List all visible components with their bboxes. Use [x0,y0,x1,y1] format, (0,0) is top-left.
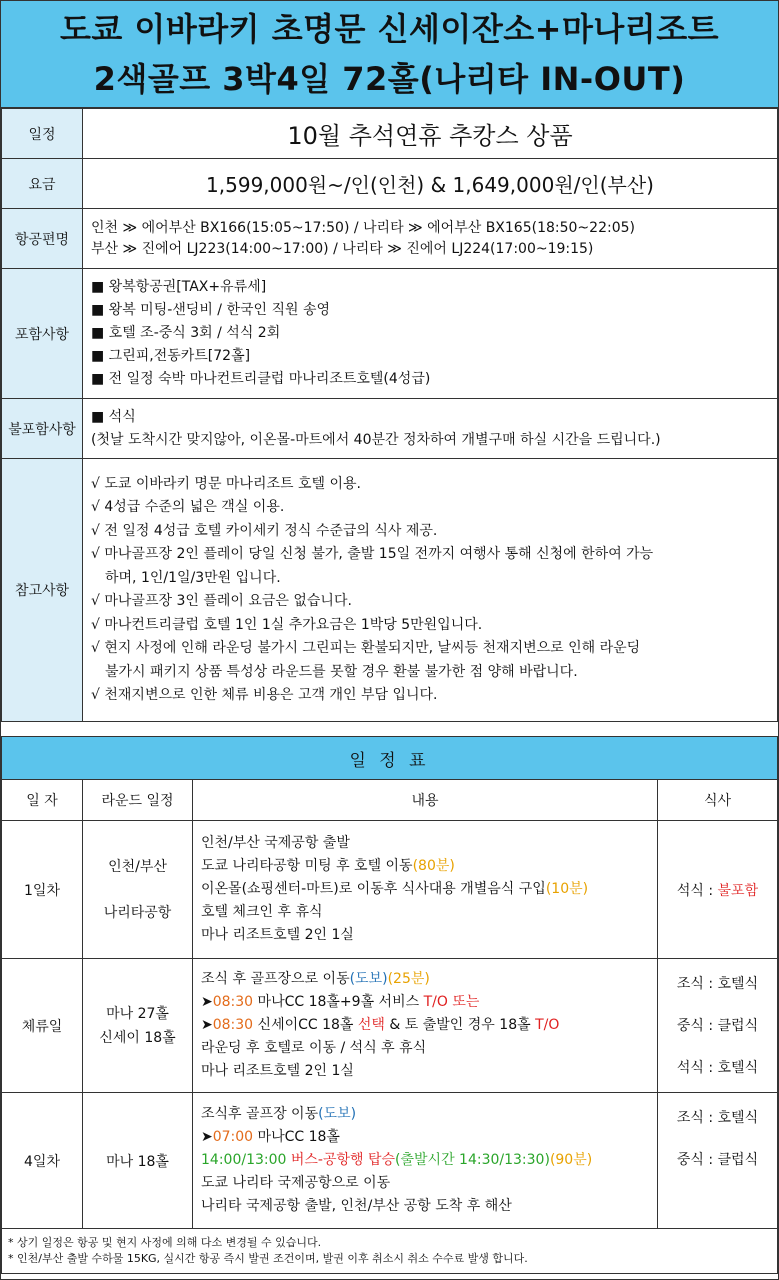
day1-label: 1일차 [2,821,83,959]
meal-item: 중식 : 클럽식 [676,1017,759,1034]
flight-label: 항공편명 [2,209,83,269]
schedule-label: 일정 [2,109,83,159]
included-item: ■ 호텔 조-중식 3회 / 석식 2회 [91,325,281,341]
departure-time: (출발시간 14:30/13:30) [395,1152,550,1168]
day4-meal [657,1093,777,1229]
duration-tag: (80분) [412,858,455,874]
stay-line [201,968,649,991]
note-line: √ 전 일정 4성급 호텔 카이세키 정식 수준급의 식사 제공. [91,522,438,539]
arrow-icon: ➤ [201,1017,213,1033]
tee-time: 08:30 [212,994,254,1010]
excluded-label: 불포함사항 [2,399,83,459]
duration-tag: (10분) [545,881,589,897]
included-item: ■ 왕복 미팅-샌딩비 / 한국인 직원 송영 [91,302,331,318]
stay-text: 신세이CC 18홀 [253,1017,358,1033]
note-line: √ 마나골프장 2인 플레이 당일 신청 불가, 출발 15일 전까지 여행사 통해 신청에 한하여 가능 [91,546,654,562]
stay-line: 라운딩 후 호텔로 이동 / 석식 후 휴식 [201,1040,427,1056]
day1-content [193,821,658,959]
price-label: 요금 [2,159,83,209]
excluded-item: ■ 석식 [91,408,136,425]
stay-text: 조식 후 골프장으로 이동 [201,971,350,987]
note-line: √ 4성급 수준의 넓은 객실 이용. [91,499,285,515]
stay-round-line: 마나 27홀 [106,1005,169,1022]
day4-round: 마나 18홀 [83,1093,193,1229]
stay-line [201,1014,649,1037]
stay-meal [657,959,777,1093]
included-item: ■ 전 일정 숙박 마나컨트리클럽 마나리조트호텔(4성급) [91,371,431,387]
bus-boarding: 버스-공항행 탑승 [286,1152,396,1168]
walk-tag: (도보) [318,1106,357,1122]
day4-line [201,1126,649,1149]
table-row-day4 [2,1093,778,1229]
excluded-value [83,399,778,459]
day1-line [201,855,649,878]
stay-line: 마나 리조트호텔 2인 1실 [201,1063,354,1079]
day1-text: 이온몰(쇼핑센터-마트)로 이동후 식사대용 개별음식 구입 [201,881,546,897]
footer-notes [2,1229,778,1274]
day4-line [201,1103,649,1126]
stay-line [201,991,649,1014]
arrow-icon: ➤ [201,1129,213,1145]
day4-text: 마나CC 18홀 [253,1129,340,1145]
stay-content [193,959,658,1093]
price-value: 1,599,000원~/인(인천) & 1,649,000원/인(부산) [83,159,778,209]
column-header-meal: 식사 [657,780,777,821]
day1-round-line: 인천/부산 [108,858,167,875]
day1-line: 호텔 체크인 후 휴식 [201,904,323,920]
meal-not-included: 불포함 [717,882,759,899]
meal-item: 석식 : 호텔식 [676,1059,759,1076]
flight-value [83,209,778,269]
note-line: 하며, 1인/1일/3만원 입니다. [105,569,281,586]
schedule-value: 10월 추석연휴 추캉스 상품 [83,109,778,159]
day4-label: 4일차 [2,1093,83,1229]
title-line-1: 도쿄 이바라키 초명문 신세이잔소+마나리조트 [59,10,720,48]
schedule-table [1,736,778,1274]
note-line: √ 마나컨트리클럽 호텔 1인 1실 추가요금은 1박당 5만원입니다. [91,616,483,633]
included-label: 포함사항 [2,269,83,399]
meal-item: 조식 : 호텔식 [676,975,759,992]
column-header-day: 일 자 [2,780,83,821]
notes-label: 참고사항 [2,459,83,722]
stay-round [83,959,193,1093]
stay-label: 체류일 [2,959,83,1093]
walk-tag: (도보) [349,971,388,987]
stay-round-line: 신세이 18홀 [99,1029,176,1046]
day1-text: 도쿄 나리타공항 미팅 후 호텔 이동 [201,858,413,874]
day4-line: 나리타 국제공항 출발, 인천/부산 공항 도착 후 해산 [201,1198,512,1214]
notes-value [83,459,778,722]
day1-round-line: 나리타공항 [103,904,172,921]
day4-text: 조식후 골프장 이동 [201,1106,319,1122]
note-line: 불가시 패키지 상품 특성상 라운드를 못할 경우 환불 불가한 점 양해 바랍니다. [105,663,578,680]
table-row-stay [2,959,778,1093]
column-header-round: 라운드 일정 [83,780,193,821]
included-item: ■ 왕복항공권[TAX+유류세] [91,279,267,295]
meal-item: 조식 : 호텔식 [676,1110,759,1126]
note-line: √ 현지 사정에 인해 라운딩 불가시 그린피는 환불되지만, 날씨등 천재지변으로 인해 라운딩 [91,640,641,656]
tee-time: 08:30 [212,1017,254,1033]
note-line: √ 도쿄 이바라키 명문 마나리조트 호텔 이용. [91,475,361,492]
flight-line: 인천 ≫ 에어부산 BX166(15:05~17:50) / 나리타 ≫ 에어부산 BX165(18:50~22:05) [91,219,635,236]
day1-round [83,821,193,959]
tee-off-note: T/O [535,1017,560,1033]
tee-time: 07:00 [212,1129,254,1145]
day1-line: 인천/부산 국제공항 출발 [201,835,350,851]
day1-line [201,878,649,901]
note-line: √ 천재지변으로 인한 체류 비용은 고객 개인 부담 입니다. [91,687,438,703]
stay-text: 마나CC 18홀+9홀 서비스 [253,994,424,1010]
schedule-column-headers [2,780,778,821]
day4-line [201,1149,649,1172]
schedule-header: 일 정 표 [2,737,778,780]
duration-tag: (90분) [549,1152,593,1168]
column-header-content: 내용 [193,780,658,821]
title-line-2: 2색골프 3박4일 72홀(나리타 IN-OUT) [93,60,686,98]
tee-off-note: T/O 또는 [423,994,480,1010]
day4-content [193,1093,658,1229]
note-line: √ 마나골프장 3인 플레이 요금은 없습니다. [91,593,352,609]
day4-line: 도쿄 나리타 국제공항으로 이동 [201,1175,391,1191]
arrow-icon: ➤ [201,994,213,1010]
footer-line: * 인천/부산 출발 수하물 15KG, 실시간 항공 즉시 발권 조건이며, 발권 이후 취소시 취소 수수료 발생 합니다. [8,1252,528,1265]
excluded-item: (첫날 도착시간 맞지않아, 이온몰-마트에서 40분간 정차하여 개별구매 하실 시간을 드립니다.) [91,431,661,448]
day1-line: 마나 리조트호텔 2인 1실 [201,927,354,943]
meal-label: 석식 : [676,882,718,899]
table-row-day1 [2,821,778,959]
info-table [1,108,778,722]
duration-tag: (25분) [387,971,430,987]
footer-line: * 상기 일정은 항공 및 현지 사정에 의해 다소 변경될 수 있습니다. [8,1236,322,1249]
stay-text: & 토 출발인 경우 18홀 [384,1017,536,1033]
title-banner [1,1,778,108]
select-note: 선택 [357,1017,385,1033]
included-value [83,269,778,399]
meal-item: 중식 : 클럽식 [676,1152,759,1168]
flight-line: 부산 ≫ 진에어 LJ223(14:00~17:00) / 나리타 ≫ 진에어 LJ224(17:00~19:15) [91,240,594,257]
included-item: ■ 그린피,전동카트[72홀] [91,348,251,364]
day1-meal [657,821,777,959]
bus-time: 14:00/13:00 [201,1152,287,1168]
